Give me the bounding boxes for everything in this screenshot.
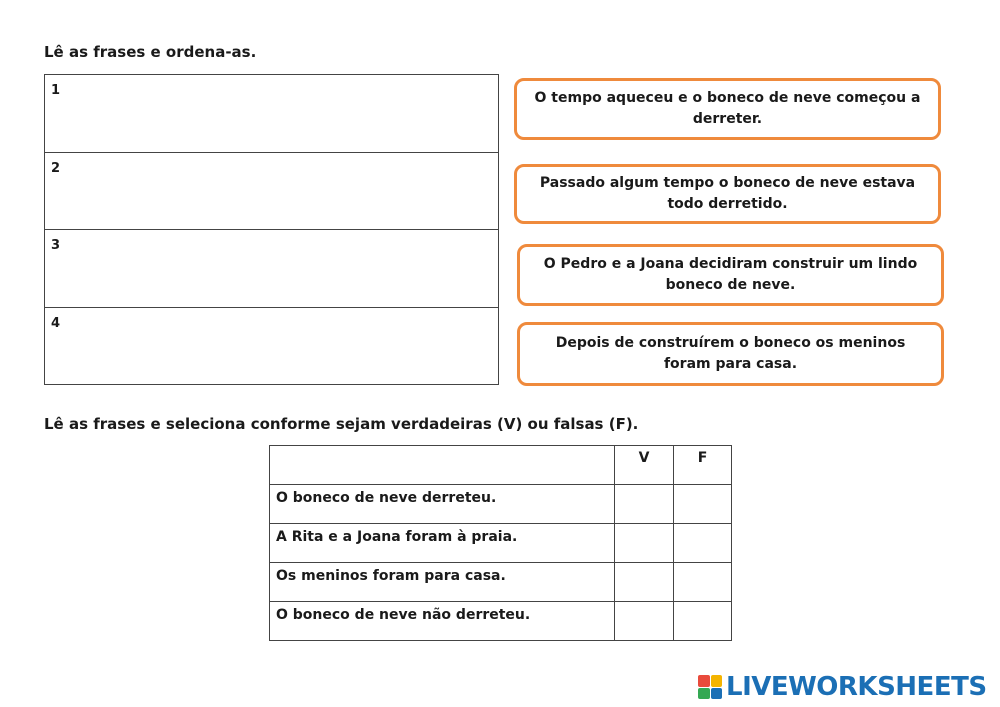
order-slot-number: 3	[51, 238, 61, 253]
order-slot-2[interactable]	[45, 153, 498, 231]
true-false-instruction: Lê as frases e seleciona conforme sejam verdadeiras (V) ou falsas (F).	[44, 415, 639, 433]
true-column-header: V	[615, 446, 674, 485]
liveworksheets-logo-icon	[698, 675, 722, 699]
brand-name: LIVEWORKSHEETS	[726, 672, 987, 702]
sentence-card-3[interactable]: O Pedro e a Joana decidiram construir um lindo boneco de neve.	[517, 244, 944, 306]
order-slot-number: 1	[51, 83, 61, 98]
table-row	[270, 485, 732, 524]
liveworksheets-brand[interactable]	[698, 672, 987, 702]
true-checkbox[interactable]	[615, 524, 674, 563]
table-header-row	[270, 446, 732, 485]
statement-text: O boneco de neve derreteu.	[270, 485, 615, 524]
sentence-card-2[interactable]: Passado algum tempo o boneco de neve estava todo derretido.	[514, 164, 941, 224]
statement-text: A Rita e a Joana foram à praia.	[270, 524, 615, 563]
true-checkbox[interactable]	[615, 602, 674, 641]
table-row	[270, 563, 732, 602]
order-slot-1[interactable]	[45, 75, 498, 153]
false-checkbox[interactable]	[674, 524, 732, 563]
table-row	[270, 602, 732, 641]
order-slot-number: 2	[51, 160, 61, 176]
false-checkbox[interactable]	[674, 602, 732, 641]
true-checkbox[interactable]	[615, 563, 674, 602]
statement-text: O boneco de neve não derreteu.	[270, 602, 615, 641]
order-slot-3[interactable]	[45, 230, 498, 308]
table-row	[270, 524, 732, 563]
statement-header	[270, 446, 615, 485]
order-table	[44, 74, 499, 385]
order-instruction: Lê as frases e ordena-as.	[44, 43, 257, 61]
false-checkbox[interactable]	[674, 485, 732, 524]
order-slot-number: 4	[51, 315, 61, 331]
true-checkbox[interactable]	[615, 485, 674, 524]
true-false-table	[269, 445, 732, 641]
false-checkbox[interactable]	[674, 563, 732, 602]
order-slot-4[interactable]	[45, 308, 498, 386]
sentence-card-1[interactable]: O tempo aqueceu e o boneco de neve começou a derreter.	[514, 78, 941, 140]
false-column-header: F	[674, 446, 732, 485]
statement-text: Os meninos foram para casa.	[270, 563, 615, 602]
sentence-card-4[interactable]: Depois de construírem o boneco os meninos foram para casa.	[517, 322, 944, 386]
